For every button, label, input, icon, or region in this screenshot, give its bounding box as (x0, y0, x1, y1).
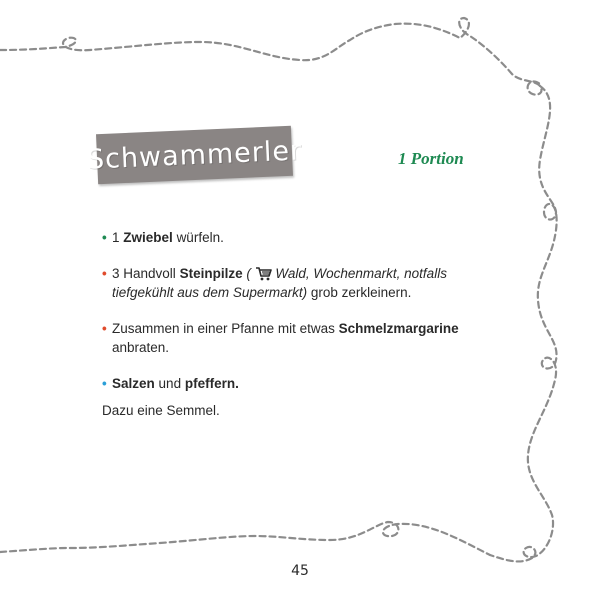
bullet-red: • (102, 266, 107, 281)
step-rest: würfeln. (176, 230, 224, 245)
step-amount: 3 Handvoll (112, 266, 176, 281)
bullet-red: • (102, 321, 107, 336)
page-number: 45 (291, 563, 309, 579)
source-text: Wald, Wochenmarkt, notfalls tiefgekühlt aus dem Supermarkt) (112, 266, 447, 300)
step-ingredient: Steinpilze (179, 266, 243, 281)
step-ingredient-2: pfeffern. (184, 376, 239, 391)
step-1 (102, 228, 502, 247)
step-3 (102, 319, 502, 357)
shopping-cart-icon (255, 266, 272, 281)
recipe-title: Schwammerler (86, 134, 303, 176)
bullet-green: • (102, 230, 107, 245)
recipe-steps (102, 228, 502, 410)
step-amount: 1 (112, 230, 120, 245)
step-rest: grob zerkleinern. (310, 285, 412, 300)
portion-label: 1 Portion (398, 149, 464, 168)
step-4 (102, 374, 502, 393)
step-text: Zusammen in einer Pfanne mit etwas (112, 321, 335, 336)
step-ingredient: Zwiebel (123, 230, 173, 245)
step-connector: und (158, 376, 182, 391)
step-2 (102, 264, 502, 302)
step-ingredient: Schmelzmargarine (338, 321, 459, 336)
step-ingredient: Salzen (112, 376, 155, 391)
bullet-blue: • (102, 376, 107, 391)
serving-note: Dazu eine Semmel. (102, 403, 220, 418)
source-open-paren: ( (246, 266, 251, 281)
step-rest: anbraten. (112, 340, 170, 355)
recipe-title-box (86, 126, 303, 184)
